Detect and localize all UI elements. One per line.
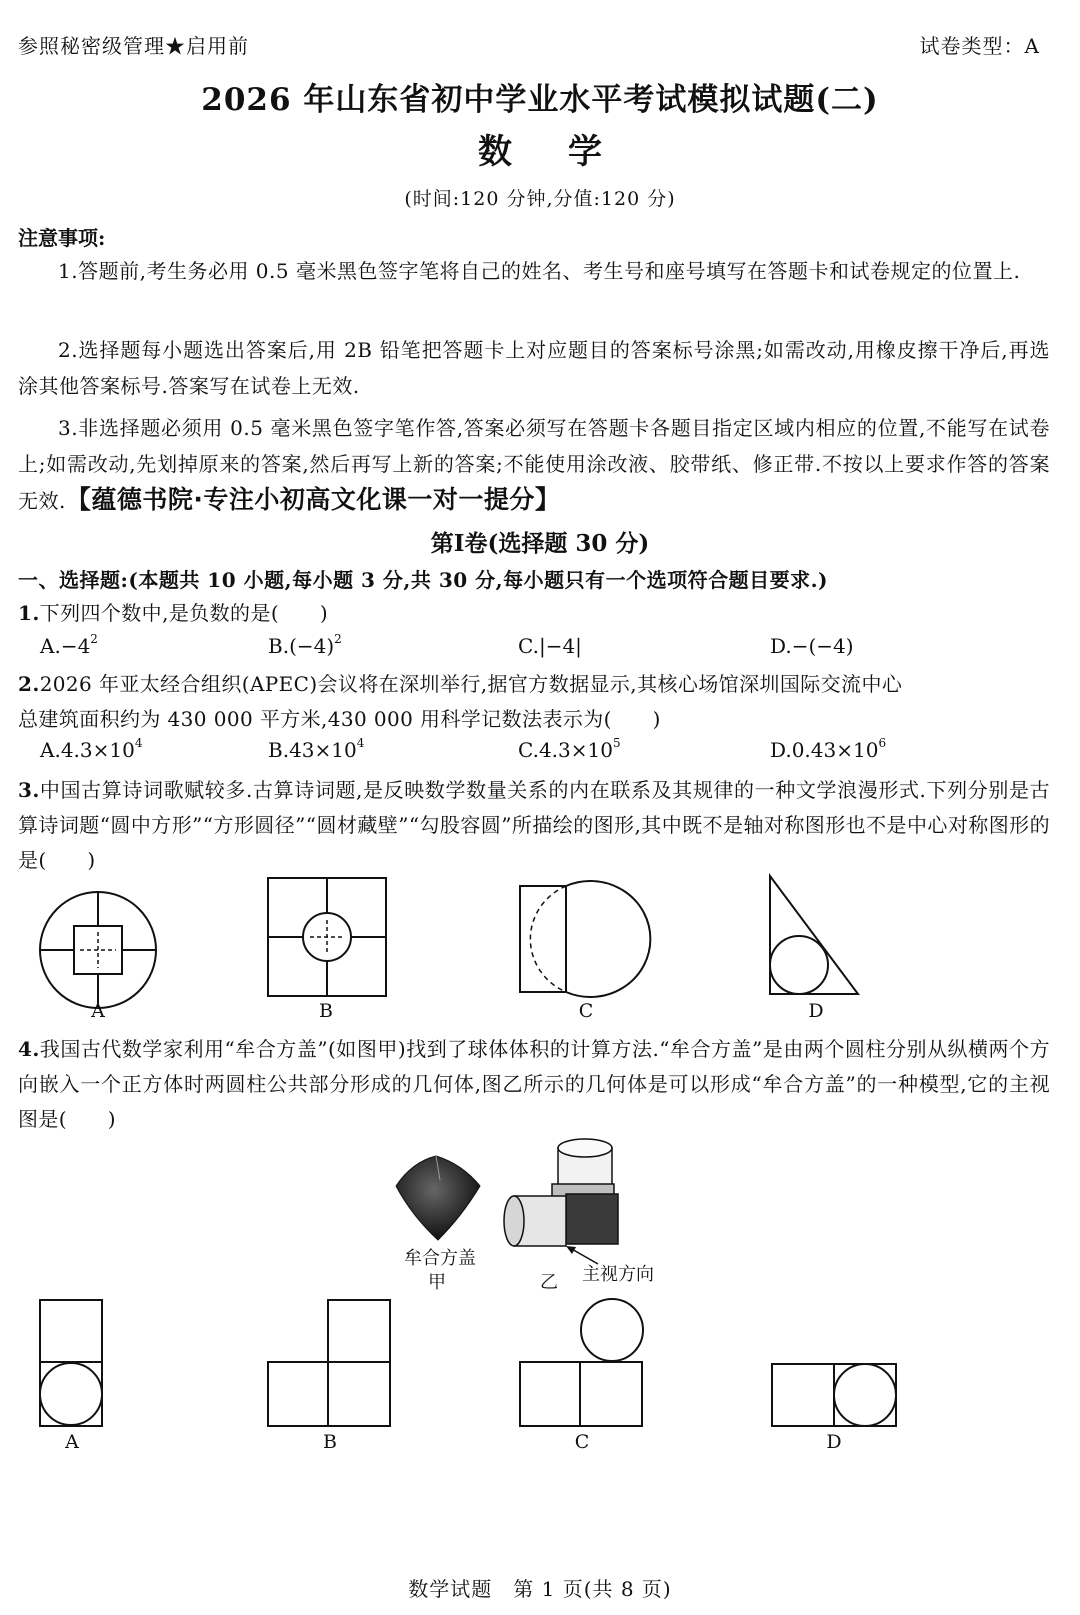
q4-option-a-label: A	[65, 1431, 79, 1453]
subject-title	[0, 124, 1080, 173]
option-value: (−4)	[289, 634, 335, 658]
fig-jia-label: 甲	[428, 1272, 446, 1293]
question-number: 1.	[18, 601, 40, 625]
option-value: 4.3×10	[538, 738, 613, 762]
question-text: 我国古代数学家利用“牟合方盖”(如图甲)找到了球体体积的计算方法.“牟合方盖”是由两个圆柱分别从纵横两个方向嵌入一个正方体时两圆柱公共部分形成的几何体,图乙所示的几何体是可以形成“牟合方盖”的一种模型,它的主视图是( )	[18, 1037, 1050, 1131]
question-text-line-1: 2026 年亚太经合组织(APEC)会议将在深圳举行,据官方数据显示,其核心场馆深圳国际交流中心	[39, 672, 903, 696]
q4-option-b-label: B	[323, 1431, 337, 1453]
option-label: A.	[40, 738, 61, 762]
notice-item-3-text: 3.非选择题必须用 0.5 毫米黑色签字笔作答,答案必须写在答题卡各题目指定区域内相应的位置,不能写在试卷上;如需改动,先划掉原来的答案,然后再写上新的答案;不能使用涂改液、胶带纸、修正带.不按以上要求作答的答案无效.	[18, 416, 1050, 513]
q4-option-c-figure[interactable]	[516, 1296, 646, 1436]
question-2-stem	[18, 667, 1050, 737]
option-label: D.	[770, 634, 792, 658]
option-label: D.	[770, 738, 792, 762]
promo-banner: 【蕴德书院·专注小初高文化课一对一提分】	[65, 485, 561, 514]
option-exponent: 2	[90, 632, 98, 646]
option-exponent: 6	[878, 736, 887, 750]
subject-char-2: 学	[568, 132, 602, 172]
q1-option-a[interactable]	[40, 634, 98, 658]
question-number: 3.	[18, 778, 40, 802]
option-label: C.	[518, 738, 539, 762]
q3-figure-b[interactable]	[264, 874, 394, 1004]
question-3-stem	[18, 773, 1050, 878]
option-exponent: 4	[356, 736, 365, 750]
question-text: 下列四个数中,是负数的是( )	[39, 601, 329, 625]
option-exponent: 2	[334, 632, 342, 646]
fig-yi-label: 乙	[540, 1272, 558, 1293]
section-title: 第Ⅰ卷(选择题 30 分)	[430, 530, 650, 557]
view-direction-label: 主视方向	[582, 1264, 654, 1285]
mouhe-fanggai-figure	[392, 1156, 492, 1246]
q3-figure-c[interactable]	[516, 876, 686, 1006]
q1-option-c[interactable]	[518, 634, 582, 658]
question-4-stem	[18, 1032, 1050, 1137]
notice-title: 注意事项:	[18, 226, 106, 250]
q4-option-d-label: D	[826, 1431, 842, 1453]
q2-option-b[interactable]	[268, 738, 364, 762]
notice-item-3	[18, 410, 1050, 519]
q2-option-a[interactable]	[40, 738, 142, 762]
model-figure-yi	[500, 1136, 630, 1266]
q2-option-c[interactable]	[518, 738, 621, 762]
section-description: 一、选择题:(本题共 10 小题,每小题 3 分,共 30 分,每小题只有一个选项符合题目要求.)	[18, 568, 829, 592]
question-text: 中国古算诗词歌赋较多.古算诗词题,是反映数学数量关系的内在联系及其规律的一种文学浪漫形式.下列分别是古算诗词题“圆中方形”“方形圆径”“圆材藏壁”“勾股容圆”所描绘的图形,其中既不是轴对称图形也不是中心对称图形的是( )	[18, 778, 1050, 872]
q4-option-a-figure[interactable]	[36, 1296, 106, 1436]
page-footer: 数学试题 第 1 页(共 8 页)	[408, 1577, 672, 1601]
q1-option-d[interactable]	[770, 634, 854, 658]
option-label: C.	[518, 634, 539, 658]
question-number: 4.	[18, 1037, 40, 1061]
q3-figure-a[interactable]	[36, 888, 166, 1018]
fig-jia-caption: 牟合方盖	[404, 1248, 476, 1269]
option-value: 4.3×10	[60, 738, 135, 762]
subject-char-1: 数	[478, 132, 512, 172]
question-1-stem	[18, 596, 1050, 631]
question-number: 2.	[18, 672, 40, 696]
q3-figure-d-label: D	[808, 1000, 824, 1022]
q3-figure-a-label: A	[91, 1000, 105, 1022]
q1-option-b[interactable]	[268, 634, 342, 658]
notice-item-2: 2.选择题每小题选出答案后,用 2B 铅笔把答题卡上对应题目的答案标号涂黑;如需改动,用橡皮擦干净后,再选涂其他答案标号.答案写在试卷上无效.	[18, 338, 1050, 398]
option-value: |−4|	[538, 634, 582, 658]
option-exponent: 5	[612, 736, 621, 750]
q4-option-d-figure[interactable]	[768, 1360, 898, 1430]
q3-figure-d[interactable]	[766, 872, 866, 1002]
option-value: −4	[60, 634, 91, 658]
q4-option-b-figure[interactable]	[264, 1296, 394, 1436]
option-value: 0.43×10	[791, 738, 879, 762]
question-text-line-2: 总建筑面积约为 430 000 平方米,430 000 用科学记数法表示为( )	[18, 707, 661, 731]
exam-title: 2026 年山东省初中学业水平考试模拟试题(二)	[201, 82, 879, 118]
option-label: B.	[268, 738, 290, 762]
secrecy-label: 参照秘密级管理★启用前	[18, 34, 249, 58]
option-label: B.	[268, 634, 290, 658]
option-value: −(−4)	[791, 634, 854, 658]
q2-option-d[interactable]	[770, 738, 886, 762]
option-exponent: 4	[134, 736, 143, 750]
notice-item-1: 1.答题前,考生务必用 0.5 毫米黑色签字笔将自己的姓名、考生号和座号填写在答题卡和试卷规定的位置上.	[58, 259, 1021, 283]
option-label: A.	[40, 634, 61, 658]
time-info: (时间:120 分钟,分值:120 分)	[404, 188, 676, 210]
paper-type-label: 试卷类型：A	[919, 34, 1040, 58]
option-value: 43×10	[289, 738, 357, 762]
q4-option-c-label: C	[574, 1431, 590, 1453]
q3-figure-b-label: B	[319, 1000, 333, 1022]
q3-figure-c-label: C	[578, 1000, 594, 1022]
